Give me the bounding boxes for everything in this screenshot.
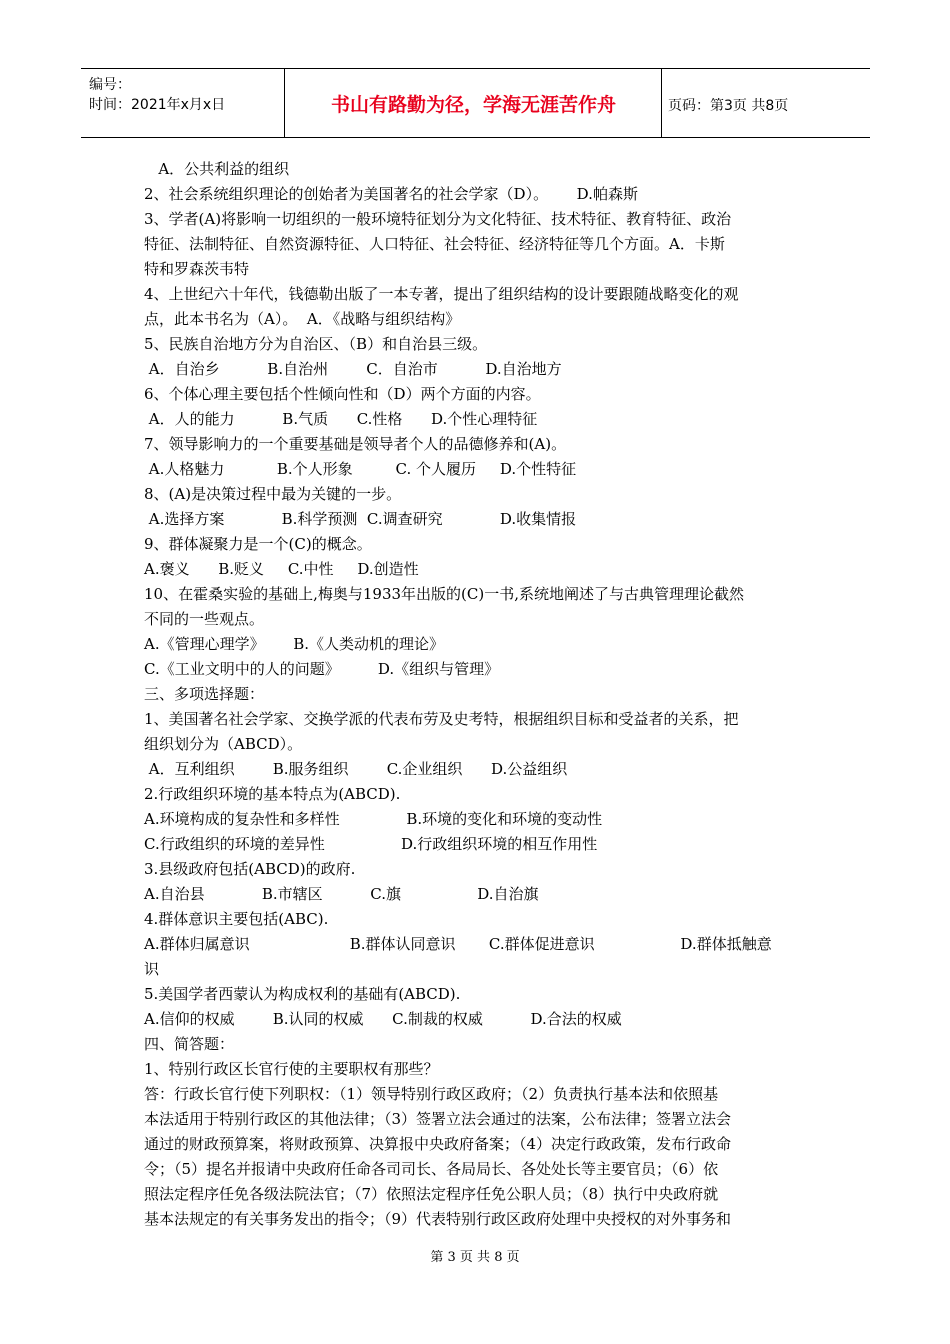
header-divider-right: [661, 69, 662, 137]
number-label: 编号：: [89, 77, 131, 93]
text-line: 4、上世纪六十年代，钱德勒出版了一本专著，提出了组织结构的设计要跟随战略变化的观: [144, 285, 739, 303]
text-line: 4.群体意识主要包括(ABC).: [144, 910, 329, 928]
text-line: A．公共利益的组织: [144, 160, 290, 178]
text-line: 2.行政组织环境的基本特点为(ABCD).: [144, 785, 401, 803]
text-line: 通过的财政预算案，将财政预算、决算报中央政府备案；（4）决定行政政策，发布行政命: [144, 1135, 732, 1153]
text-line: A.群体归属意识 B.群体认同意识 C.群体促进意识 D.群体抵触意: [144, 935, 772, 953]
header-divider-left: [284, 69, 285, 137]
text-line: 基本法规定的有关事务发出的指令；（9）代表特别行政区政府处理中央授权的对外事务和: [144, 1210, 732, 1228]
text-line: 7、领导影响力的一个重要基础是领导者个人的品德修养和(A)。: [144, 435, 567, 453]
text-line: A．人的能力 B.气质 C.性格 D.个性心理特征: [144, 410, 538, 428]
text-line: 2、社会系统组织理论的创始者为美国著名的社会学家（D）。 D.帕森斯: [144, 185, 638, 203]
text-line: A.自治县 B.市辖区 C.旗 D.自治旗: [144, 885, 539, 903]
text-line: 3.县级政府包括(ABCD)的政府.: [144, 860, 356, 878]
text-line: A.《管理心理学》 B.《人类动机的理论》: [144, 635, 445, 653]
document-body: [144, 157, 812, 1232]
text-line: 识: [144, 960, 160, 978]
text-line: A.人格魅力 B.个人形象 C. 个人履历 D.个性特征: [144, 460, 577, 478]
text-line: 特征、法制特征、自然资源特征、人口特征、社会特征、经济特征等几个方面。A．卡斯: [144, 235, 725, 253]
text-line: C.行政组织的环境的差异性 D.行政组织环境的相互作用性: [144, 835, 598, 853]
text-line: 点，此本书名为（A）。 A．《战略与组织结构》: [144, 310, 461, 328]
text-line: A.褒义 B.贬义 C.中性 D.创造性: [144, 560, 419, 578]
text-line: 令；（5）提名并报请中央政府任命各司司长、各局局长、各处处长等主要官员；（6）依: [144, 1160, 719, 1178]
text-line: 5、民族自治地方分为自治区、（B）和自治县三级。: [144, 335, 488, 353]
text-line: 特和罗森茨韦特: [144, 260, 250, 278]
text-line: A.选择方案 B.科学预测 C.调查研究 D.收集情报: [144, 510, 577, 528]
text-line: 答：行政长官行使下列职权：（1）领导特别行政区政府；（2）负责执行基本法和依照基: [144, 1085, 719, 1103]
page-header: [81, 68, 870, 138]
text-line: 5.美国学者西蒙认为构成权利的基础有(ABCD).: [144, 985, 461, 1003]
text-line: A．自治乡 B.自治州 C．自治市 D.自治地方: [144, 360, 562, 378]
text-line: 10、在霍桑实验的基础上,梅奥与1933年出版的(C)一书,系统地阐述了与古典管理理论截然: [144, 585, 744, 603]
text-line: 不同的一些观点。: [144, 610, 265, 628]
text-line: 3、学者(A)将影响一切组织的一般环境特征划分为文化特征、技术特征、教育特征、政治: [144, 210, 732, 228]
text-line: C.《工业文明中的人的问题》 D.《组织与管理》: [144, 660, 500, 678]
header-page-number: 页码：第3页 共8页: [668, 98, 789, 114]
text-line: A.信仰的权威 B.认同的权威 C.制裁的权威 D.合法的权威: [144, 1010, 622, 1028]
text-line: 组织划分为（ABCD）。: [144, 735, 303, 753]
text-line: 四、简答题：: [144, 1035, 235, 1053]
text-line: 1、特别行政区长官行使的主要职权有那些？: [144, 1060, 439, 1078]
text-line: 本法适用于特别行政区的其他法律；（3）签署立法会通过的法案，公布法律；签署立法会: [144, 1110, 732, 1128]
header-left-cell: [89, 75, 225, 115]
page-footer: 第 3 页 共 8 页: [430, 1250, 520, 1265]
text-line: A．互利组织 B.服务组织 C.企业组织 D.公益组织: [144, 760, 568, 778]
text-line: 8、(A)是决策过程中最为关键的一步。: [144, 485, 402, 503]
header-motto: 书山有路勤为径，学海无涯苦作舟: [330, 93, 616, 116]
text-line: 照法定程序任免各级法院法官；（7）依照法定程序任免公职人员；（8）执行中央政府就: [144, 1185, 719, 1203]
text-line: 三、多项选择题：: [144, 685, 265, 703]
text-line: A.环境构成的复杂性和多样性 B.环境的变化和环境的变动性: [144, 810, 603, 828]
date-label: 时间：2021年x月x日: [89, 97, 226, 113]
text-line: 6、个体心理主要包括个性倾向性和（D）两个方面的内容。: [144, 385, 541, 403]
text-line: 9、群体凝聚力是一个(C)的概念。: [144, 535, 372, 553]
text-line: 1、美国著名社会学家、交换学派的代表布劳及史考特，根据组织目标和受益者的关系，把: [144, 710, 739, 728]
